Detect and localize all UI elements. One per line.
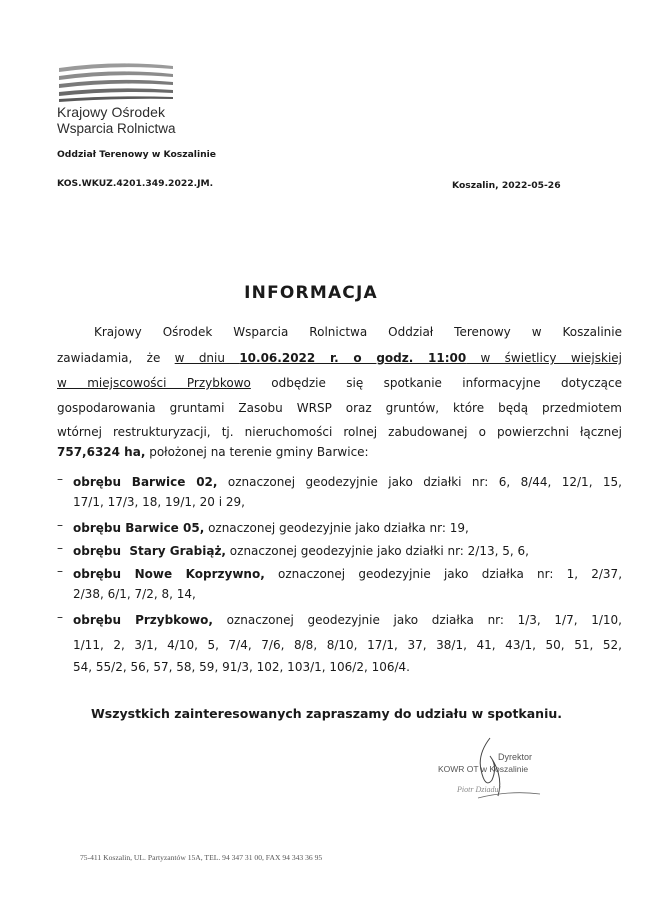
list-bullet: – [57, 564, 63, 578]
intro-text: wtórnej restrukturyzacji, tj. nieruchomości rolnej zabudowanej o powierzchni łącznej [57, 425, 622, 439]
intro-line-4 [57, 400, 622, 416]
list-item [73, 474, 622, 490]
parcel-list: 17/1, 17/3, 18, 19/1, 20 i 29, [73, 495, 245, 509]
precinct-name: obrębu Przybkowo, [73, 613, 213, 627]
signature-title: Dyrektor [498, 752, 533, 762]
parcel-list: 54, 55/2, 56, 57, 58, 59, 91/3, 102, 103/1, 106/2, 106/4. [73, 660, 410, 674]
total-area: 757,6324 ha, [57, 445, 146, 459]
precinct-name: obrębu Nowe Koprzywno, [73, 567, 265, 581]
intro-line-5 [57, 424, 622, 440]
parcel-list: oznaczonej geodezyjnie jako działka nr: 1/3, 1/7, 1/10, [212, 613, 622, 627]
signature-office: KOWR OT w Koszalinie [438, 764, 529, 774]
footer-address: 75-411 Koszalin, UL. Partyzantów 15A, TEL. 94 347 31 00, FAX 94 343 36 95 [80, 853, 323, 862]
document-title: INFORMACJA [244, 283, 378, 303]
parcel-list: oznaczonej geodezyjnie jako działki nr: 6, 8/44, 12/1, 15, [217, 475, 622, 489]
list-bullet: – [57, 472, 63, 486]
intro-text: odbędzie się spotkanie informacyjne dotyczące [250, 376, 622, 390]
intro-line-1 [57, 324, 622, 340]
reference-number: KOS.WKUZ.4201.349.2022.JM. [57, 178, 214, 189]
intro-text: położonej na terenie gminy Barwice: [145, 445, 369, 459]
list-item-continuation [73, 659, 622, 675]
org-name-line2: Wsparcia Rolnictwa [57, 121, 176, 136]
precinct-name: obrębu Barwice 02, [73, 475, 218, 489]
list-item [73, 543, 622, 559]
org-name-line1: Krajowy Ośrodek [57, 104, 166, 120]
list-item [73, 566, 622, 582]
intro-text: zawiadamia, że [57, 351, 175, 365]
list-bullet: – [57, 541, 63, 555]
list-item-continuation [73, 586, 622, 602]
meeting-venue: w świetlicy wiejskiej [466, 351, 622, 365]
parcel-list: 2/38, 6/1, 7/2, 8, 14, [73, 587, 196, 601]
intro-line-3 [57, 375, 622, 391]
parcel-list: oznaczonej geodezyjnie jako działki nr: 2/13, 5, 6, [225, 544, 529, 558]
kowr-logo [57, 62, 175, 102]
parcel-list: oznaczonej geodezyjnie jako działka nr: 1, 2/37, [264, 567, 623, 581]
parcel-list: 1/11, 2, 3/1, 4/10, 5, 7/4, 7/6, 8/8, 8/10, 17/1, 37, 38/1, 41, 43/1, 50, 51, 52, [73, 638, 622, 652]
invitation-text: Wszystkich zainteresowanych zapraszamy do udziału w spotkaniu. [90, 706, 562, 721]
place-date: Koszalin, 2022-05-26 [452, 180, 561, 191]
precinct-name: obrębu Stary Grabiąż, [73, 544, 226, 558]
parcel-list: oznaczonej geodezyjnie jako działka nr: 19, [204, 521, 469, 535]
intro-line-2 [57, 350, 622, 366]
list-bullet: – [57, 518, 63, 532]
intro-text: gospodarowania gruntami Zasobu WRSP oraz gruntów, które będą przedmiotem [57, 401, 622, 415]
meeting-datetime: 10.06.2022 r. o godz. 11:00 [239, 351, 467, 365]
signature-name: Piotr Dziadul [457, 785, 501, 794]
precinct-name: obrębu Barwice 05, [73, 521, 205, 535]
meeting-location: w miejscowości Przybkowo [57, 376, 251, 390]
list-item-continuation [73, 637, 622, 653]
list-bullet: – [57, 610, 63, 624]
branch-name: Oddział Terenowy w Koszalinie [57, 149, 217, 160]
list-item [73, 520, 622, 536]
list-item-continuation [73, 494, 622, 510]
meeting-date-prefix: w dniu [174, 351, 240, 365]
intro-line-6 [57, 444, 622, 460]
intro-text: Krajowy Ośrodek Wsparcia Rolnictwa Oddział Terenowy w Koszalinie [94, 325, 622, 339]
list-item [73, 612, 622, 628]
